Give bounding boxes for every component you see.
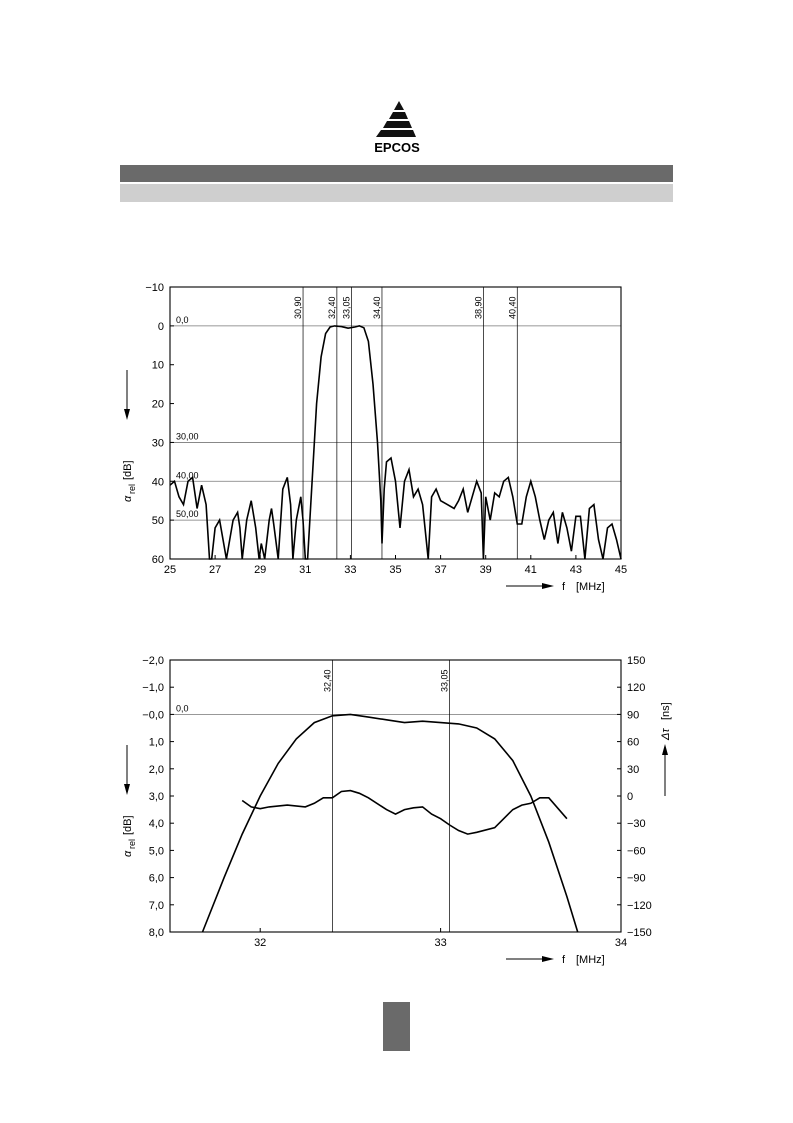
v-marker-label: 33,05 bbox=[341, 296, 352, 319]
logo-text: EPCOS bbox=[374, 140, 420, 155]
y2-axis-label-group bbox=[660, 702, 672, 741]
y-tick-label: −10 bbox=[145, 282, 164, 294]
x-tick-label: 29 bbox=[254, 564, 267, 576]
header-bar-light bbox=[120, 184, 673, 202]
y-tick-label: 50 bbox=[151, 515, 164, 528]
x-tick-label: 35 bbox=[389, 564, 402, 576]
y2-tick-label: 90 bbox=[627, 709, 640, 722]
y-tick-label: −0,0 bbox=[142, 709, 164, 722]
h-marker-label: 0,0 bbox=[176, 703, 189, 714]
y-tick-label: 40 bbox=[151, 476, 164, 489]
y-tick-label: 8,0 bbox=[148, 927, 164, 939]
y2-tick-label: −90 bbox=[627, 872, 646, 885]
x-tick-label: 25 bbox=[163, 564, 177, 576]
v-marker-label: 30,90 bbox=[293, 296, 304, 319]
passband-group-delay-chart bbox=[0, 645, 793, 975]
x-arrow-head-icon bbox=[542, 583, 554, 589]
x-tick-label: 34 bbox=[614, 937, 628, 949]
y2-tick-label: −120 bbox=[627, 899, 652, 912]
v-marker-label: 33,05 bbox=[439, 669, 450, 692]
x-tick-label: 41 bbox=[524, 564, 537, 576]
epcos-logo bbox=[362, 96, 432, 156]
x-axis-label: f bbox=[562, 954, 566, 966]
y-axis-label-subscript: rel bbox=[127, 838, 137, 849]
y-arrow-head-icon bbox=[124, 784, 130, 795]
y-tick-label: −1,0 bbox=[142, 682, 164, 695]
y2-tick-label: 150 bbox=[627, 655, 646, 667]
h-marker-label: 0,0 bbox=[176, 314, 189, 325]
y-tick-label: 5,0 bbox=[148, 845, 164, 858]
x-tick-label: 32 bbox=[254, 937, 267, 949]
x-tick-label: 43 bbox=[569, 564, 583, 576]
v-marker-label: 40,40 bbox=[507, 296, 518, 319]
y-tick-label: −2,0 bbox=[142, 655, 164, 667]
h-marker-label: 40,00 bbox=[176, 470, 199, 481]
y-tick-label: 7,0 bbox=[148, 899, 164, 912]
header-bar-dark bbox=[120, 165, 673, 182]
y2-axis-unit: [ns] bbox=[660, 702, 672, 720]
y-axis-label: α bbox=[122, 495, 134, 502]
y-axis-label-subscript: rel bbox=[127, 483, 137, 494]
v-marker-label: 32,40 bbox=[326, 296, 337, 319]
v-marker-label: 32,40 bbox=[322, 669, 333, 692]
y-tick-label: 0 bbox=[157, 320, 164, 333]
y2-tick-label: −30 bbox=[627, 818, 646, 831]
v-marker-label: 34,40 bbox=[371, 296, 382, 319]
y-tick-label: 30 bbox=[151, 437, 164, 450]
h-marker-label: 50,00 bbox=[176, 509, 199, 520]
y2-tick-label: −150 bbox=[627, 927, 652, 939]
y-axis-label-group bbox=[122, 460, 137, 502]
x-tick-label: 37 bbox=[434, 564, 447, 576]
y2-tick-label: 60 bbox=[627, 736, 640, 749]
attenuation-chart bbox=[0, 270, 793, 610]
x-tick-label: 33 bbox=[434, 937, 447, 949]
x-axis-unit: [MHz] bbox=[576, 954, 605, 966]
x-tick-label: 33 bbox=[344, 564, 357, 576]
y-axis-unit: [dB] bbox=[122, 460, 134, 480]
x-tick-label: 27 bbox=[208, 564, 222, 576]
x-axis-unit: [MHz] bbox=[576, 581, 605, 593]
x-tick-label: 45 bbox=[614, 564, 628, 576]
h-marker-label: 30,00 bbox=[176, 431, 199, 442]
y-tick-label: 1,0 bbox=[148, 736, 164, 749]
x-arrow-head-icon bbox=[542, 956, 554, 962]
y-tick-label: 4,0 bbox=[148, 818, 164, 831]
epcos-pyramid-icon bbox=[362, 96, 432, 156]
y2-axis-label: Δτ bbox=[660, 728, 672, 740]
y-arrow-head-icon bbox=[124, 409, 130, 420]
y-tick-label: 20 bbox=[151, 398, 164, 411]
x-axis-label: f bbox=[562, 581, 566, 593]
page-tab bbox=[383, 1002, 410, 1051]
series-line-2 bbox=[242, 791, 567, 835]
y2-tick-label: 30 bbox=[627, 763, 640, 776]
y-axis-label: α bbox=[122, 850, 134, 857]
y2-arrow-head-icon bbox=[662, 744, 668, 755]
y-tick-label: 3,0 bbox=[148, 791, 164, 803]
y-axis-unit: [dB] bbox=[122, 815, 134, 835]
y-tick-label: 10 bbox=[151, 359, 164, 372]
series-line-1 bbox=[203, 714, 578, 932]
y-tick-label: 2,0 bbox=[148, 763, 164, 776]
y-tick-label: 60 bbox=[151, 554, 164, 566]
y2-tick-label: −60 bbox=[627, 845, 646, 858]
y2-tick-label: 0 bbox=[627, 791, 634, 803]
y-tick-label: 6,0 bbox=[148, 872, 164, 885]
x-tick-label: 31 bbox=[299, 564, 312, 576]
y-axis-label-group bbox=[122, 815, 137, 857]
v-marker-label: 38,90 bbox=[473, 296, 484, 319]
plot-frame bbox=[170, 660, 621, 932]
x-tick-label: 39 bbox=[479, 564, 492, 576]
y2-tick-label: 120 bbox=[627, 682, 646, 695]
